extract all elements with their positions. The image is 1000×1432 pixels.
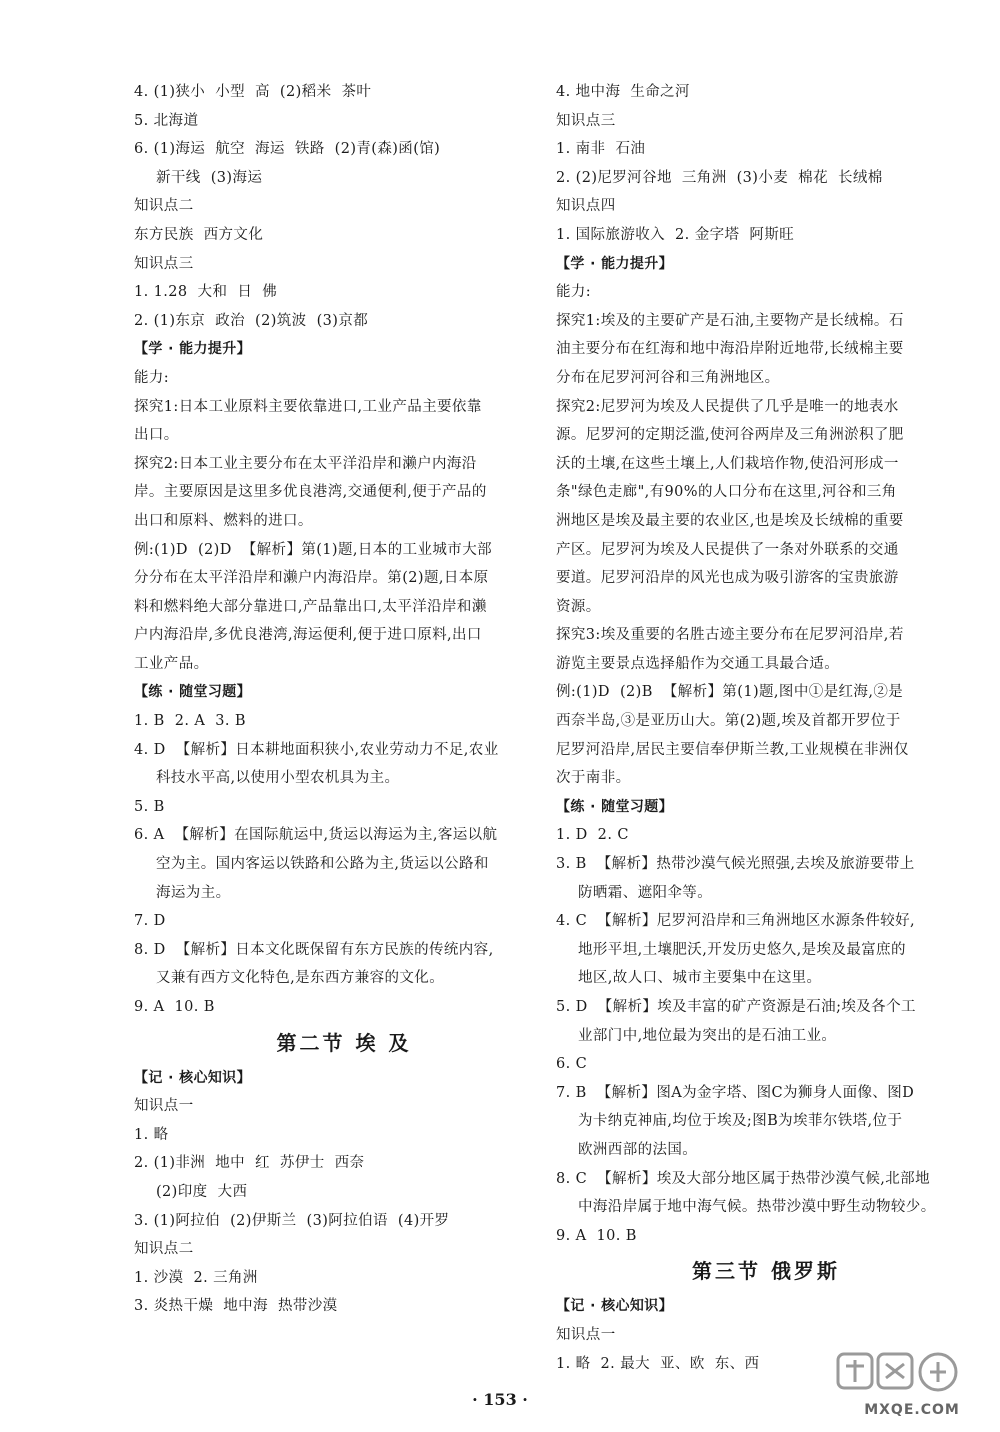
answer-line: 8. C 【解析】埃及大部分地区属于热带沙漠气候,北部地 (556, 1170, 930, 1187)
answer-line: 1. 南非 石油 (556, 141, 646, 158)
answer-line: 6. C (556, 1056, 588, 1073)
answer-line: 5. 北海道 (134, 112, 199, 129)
answer-line: 9. A 10. B (556, 1227, 637, 1244)
answer-line: 知识点一 (134, 1098, 194, 1115)
answer-line: 工业产品。 (134, 655, 209, 672)
answer-line: 7. B 【解析】图A为金字塔、图C为狮身人面像、图D (556, 1084, 915, 1101)
answer-line: 海运为主。 (156, 884, 231, 901)
answer-line: 3. B 【解析】热带沙漠气候光照强,去埃及旅游要带上 (556, 856, 915, 873)
answer-line: 6. A 【解析】在国际航运中,货运以海运为主,客运以航 (134, 827, 498, 844)
answer-line: (2)印度 大西 (156, 1183, 248, 1200)
answer-line: 例:(1)D (2)B 【解析】第(1)题,图中①是红海,②是 (556, 684, 904, 701)
page-number: · 153 · (472, 1390, 528, 1409)
answer-line: 4. (1)狭小 小型 高 (2)稻米 茶叶 (134, 84, 372, 100)
answer-line: 空为主。国内客运以铁路和公路为主,货运以公路和 (156, 856, 489, 873)
answer-line: 地区,故人口、城市主要集中在这里。 (578, 970, 822, 987)
answer-line: 能力: (134, 369, 170, 386)
answer-line: 分布在尼罗河河谷和三角洲地区。 (556, 369, 780, 386)
answer-line: 料和燃料绝大部分靠进口,产品靠出口,太平洋沿岸和濑 (134, 598, 487, 615)
answer-line: 8. D 【解析】日本文化既保留有东方民族的传统内容, (134, 941, 494, 958)
answer-line: 2. (1)东京 政治 (2)筑波 (3)京都 (134, 312, 369, 329)
answer-line: 地形平坦,土壤肥沃,开发历史悠久,是埃及最富庶的 (578, 941, 906, 958)
answer-line: 业部门中,地位最为突出的是石油工业。 (578, 1027, 837, 1044)
answer-line: 源。尼罗河的定期泛滥,使河谷两岸及三角洲淤积了肥 (556, 427, 904, 444)
answer-line: 知识点三 (134, 255, 194, 272)
answer-line: 3. 炎热干燥 地中海 热带沙漠 (134, 1298, 338, 1315)
answer-line: 知识点一 (556, 1326, 616, 1343)
answer-line: 为卡纳克神庙,均位于埃及;图B为埃菲尔铁塔,位于 (578, 1113, 903, 1130)
answer-line: 4. C 【解析】尼罗河沿岸和三角洲地区水源条件较好, (556, 913, 916, 930)
answer-line: 1. 国际旅游收入 2. 金字塔 阿斯旺 (556, 226, 795, 243)
answer-line: 西奈半岛,③是亚历山大。第(2)题,埃及首都开罗位于 (556, 713, 901, 730)
answer-line: 能力: (556, 284, 592, 301)
answer-line: 要道。尼罗河沿岸的风光也成为吸引游客的宝贵旅游 (556, 570, 899, 587)
section-heading: 【练 · 随堂习题】 (134, 684, 252, 701)
answer-line: 分分布在太平洋沿岸和濑户内海沿岸。第(2)题,日本原 (134, 570, 489, 587)
answer-line: 知识点二 (134, 1241, 194, 1258)
answer-line: 3. (1)阿拉伯 (2)伊斯兰 (3)阿拉伯语 (4)开罗 (134, 1212, 450, 1229)
answer-line: 知识点四 (556, 198, 616, 215)
watermark-logo (834, 1348, 990, 1424)
answer-line: 4. 地中海 生命之河 (556, 84, 690, 100)
answer-line: 出口。 (134, 427, 179, 444)
answer-line: 7. D (134, 913, 166, 930)
answer-line: 1. 沙漠 2. 三角洲 (134, 1269, 258, 1286)
left-column (134, 78, 554, 1321)
answer-line: 欧洲西部的法国。 (578, 1141, 698, 1158)
answer-line: 岸。主要原因是这里多优良港湾,交通便利,便于产品的 (134, 484, 487, 501)
answer-line: 中海沿岸属于地中海气候。热带沙漠中野生动物较少。 (578, 1199, 936, 1216)
answer-line: 5. B (134, 798, 165, 815)
answer-line: 知识点三 (556, 112, 616, 129)
section-heading: 【学 · 能力提升】 (556, 255, 674, 272)
answer-line: 科技水平高,以使用小型农机具为主。 (156, 770, 400, 787)
section-heading: 【学 · 能力提升】 (134, 341, 252, 358)
section-title: 第三节 俄罗斯 (692, 1259, 840, 1284)
answer-line: 游览主要景点选择船作为交通工具最合适。 (556, 655, 840, 672)
answer-line: 知识点二 (134, 198, 194, 215)
answer-line: 探究3:埃及重要的名胜古迹主要分布在尼罗河沿岸,若 (556, 627, 904, 644)
answer-line: 1. D 2. C (556, 827, 629, 844)
answer-line: 探究2:日本工业主要分布在太平洋沿岸和濑户内海沿 (134, 455, 477, 472)
answer-line: 产区。尼罗河为埃及人民提供了一条对外联系的交通 (556, 541, 899, 558)
answer-line: 1. 1.28 大和 日 佛 (134, 284, 278, 301)
answer-line: 探究2:尼罗河为埃及人民提供了几乎是唯一的地表水 (556, 398, 899, 415)
section-heading: 【记 · 核心知识】 (134, 1069, 252, 1086)
answer-line: 户内海沿岸,多优良港湾,海运便利,便于进口原料,出口 (134, 627, 482, 644)
answer-line: 2. (2)尼罗河谷地 三角洲 (3)小麦 棉花 长绒棉 (556, 169, 883, 186)
answer-line: 6. (1)海运 航空 海运 铁路 (2)青(森)函(馆) (134, 141, 441, 158)
answer-line: 探究1:埃及的主要矿产是石油,主要物产是长绒棉。石 (556, 312, 904, 329)
watermark-text: MXQE.COM (864, 1402, 960, 1418)
answer-line: 9. A 10. B (134, 999, 215, 1015)
answer-line: 油主要分布在红海和地中海沿岸附近地带,长绒棉主要 (556, 341, 904, 358)
watermark-seal-icon (834, 1348, 990, 1402)
answer-line: 新干线 (3)海运 (156, 169, 263, 186)
answer-line: 次于南非。 (556, 770, 631, 787)
answer-line: 4. D 【解析】日本耕地面积狭小,农业劳动力不足,农业 (134, 741, 499, 758)
answer-line: 防晒霜、遮阳伞等。 (578, 884, 713, 901)
answer-line: 出口和原料、燃料的进口。 (134, 512, 313, 529)
answer-line: 又兼有西方文化特色,是东西方兼容的文化。 (156, 970, 445, 987)
answer-line: 1. 略 2. 最大 亚、欧 东、西 (556, 1355, 760, 1372)
answer-line: 东方民族 西方文化 (134, 226, 264, 243)
section-heading: 【记 · 核心知识】 (556, 1298, 674, 1315)
answer-line: 资源。 (556, 598, 601, 615)
answer-line: 尼罗河沿岸,居民主要信奉伊斯兰教,工业规模在非洲仅 (556, 741, 909, 758)
answer-line: 沃的土壤,在这些土壤上,人们栽培作物,使沿河形成一 (556, 455, 899, 472)
answer-line: 1. 略 (134, 1126, 169, 1143)
answer-line: 例:(1)D (2)D 【解析】第(1)题,日本的工业城市大部 (134, 541, 492, 558)
answer-line: 探究1:日本工业原料主要依靠进口,工业产品主要依靠 (134, 398, 482, 415)
answer-line: 条"绿色走廊",有90%的人口分布在这里,河谷和三角 (556, 484, 897, 501)
section-title: 第二节 埃 及 (276, 1030, 412, 1055)
answer-line: 1. B 2. A 3. B (134, 713, 246, 730)
right-column (556, 78, 976, 1378)
answer-line: 2. (1)非洲 地中 红 苏伊士 西奈 (134, 1155, 365, 1172)
answer-line: 5. D 【解析】埃及丰富的矿产资源是石油;埃及各个工 (556, 999, 916, 1015)
answer-line: 洲地区是埃及最主要的农业区,也是埃及长绒棉的重要 (556, 512, 904, 529)
section-heading: 【练 · 随堂习题】 (556, 798, 674, 815)
